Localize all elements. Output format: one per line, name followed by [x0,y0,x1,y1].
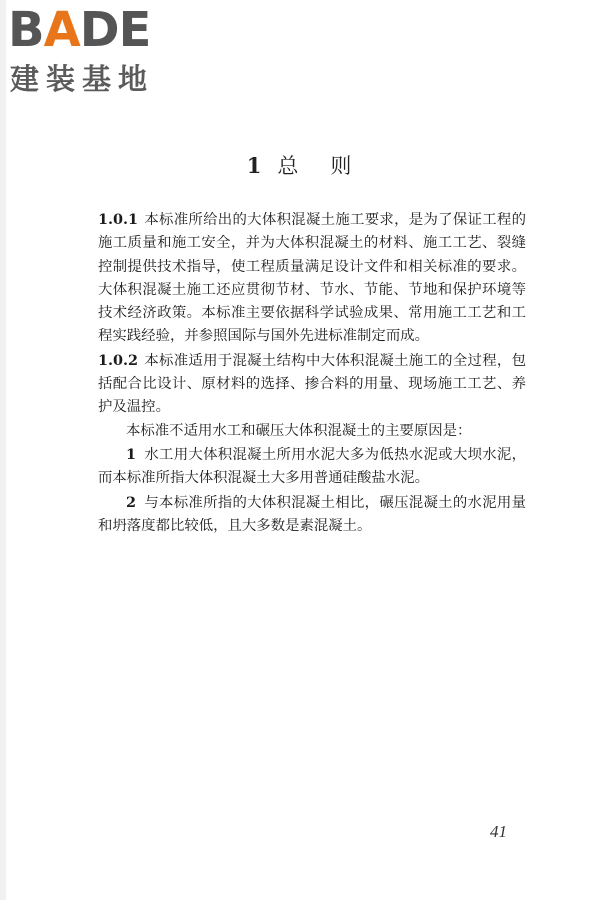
clause-text: 本标准所给出的大体积混凝土施工要求，是为了保证工程的施工质量和施工安全，并为大体积混凝土的材料、施工工艺、裂缝控制提供技术指导，使工程质量满足设计文件和相关标准的要求。大体积混凝土施工还应贯彻节材、节水、节能、节地和保护环境等技术经济政策。本标准主要依据科学试验成果、常用施工工艺和工程实践经验，并参照国际与国外先进标准制定而成。 [98,212,526,345]
logo-subtitle: 建装基地 [10,62,155,96]
chapter-number: 1 [246,153,264,178]
list-item-2 [98,491,526,539]
clause-1-0-2 [98,349,526,420]
clause-number: 1.0.2 [98,351,139,369]
page-number: 41 [490,822,507,841]
logo-wordmark: BADE [8,2,151,58]
clause-1-0-1 [98,208,526,349]
chapter-title-part2: 则 [330,154,354,178]
body-text [98,208,526,538]
list-item-1 [98,443,526,491]
clause-number: 1.0.1 [98,211,139,228]
item-number: 1 [126,445,137,463]
clause-text: 本标准适用于混凝土结构中大体积混凝土施工的全过程，包括配合比设计、原材料的选择、掺合料的用量、现场施工工艺、养护及温控。 [98,352,526,416]
item-number: 2 [126,493,137,511]
item-text: 水工用大体积混凝土所用水泥大多为低热水泥或大坝水泥，而本标准所指大体积混凝土大多用普通硅酸盐水泥。 [98,446,526,487]
exclusion-intro: 本标准不适用水工和碾压大体积混凝土的主要原因是： [126,422,472,439]
chapter-title-part1: 总 [277,154,301,178]
item-text: 与本标准所指的大体积混凝土相比，碾压混凝土的水泥用量和坍落度都比较低，且大多数是素混凝土。 [98,494,526,534]
bade-logo [8,4,178,100]
chapter-title [0,150,600,180]
